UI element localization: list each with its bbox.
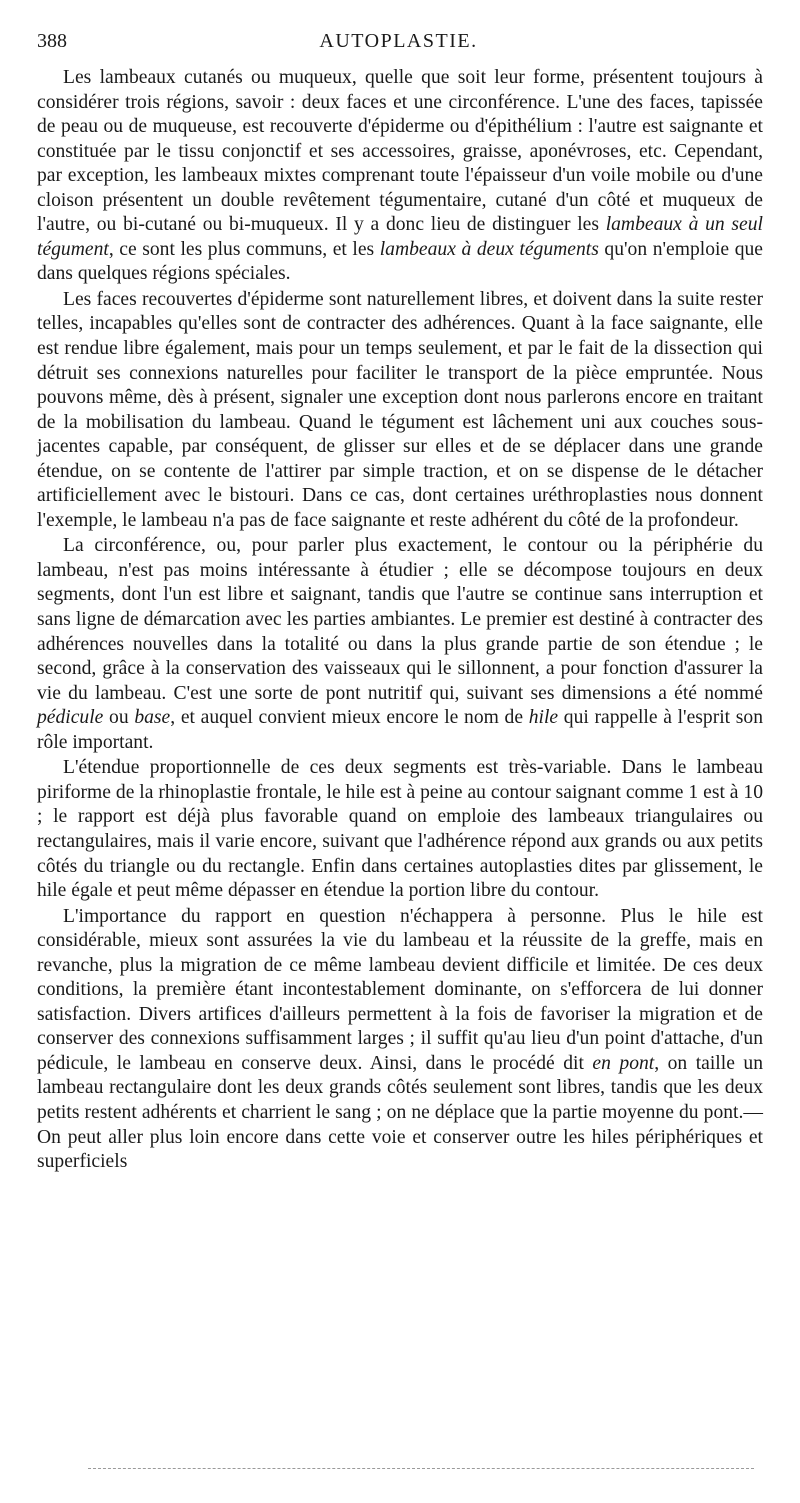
paragraph (37, 756, 763, 903)
body-text (37, 66, 763, 1175)
text-run: , on taille un lambeau rectangulaire dont les deux grands côtés seulement sont libres, tandis que les deux petits restent adhérents et charrient le sang ; on ne déplace que la partie moyenne du pont.—On peut aller plus loin encore dans cette voie et conserver outre les hiles périphériques et superficiels (37, 1052, 763, 1173)
page-number: 388 (37, 30, 67, 52)
text-run: La circonférence, ou, pour parler plus exactement, le contour ou la périphérie du lambeau, n'est pas moins intéressante à étudier ; elle se décompose toujours en deux segments, dont l'un est libre et saignant, tandis que l'autre se continue sans interruption et sans ligne de démarcation avec les parties ambiantes. Le premier est destiné à contracter des adhérences nouvelles dans la totalité ou dans la plus grande partie de son étendue ; le second, grâce à la conservation des vaisseaux qui le sillonnent, a pour fonction d'assurer la vie du lambeau. C'est une sorte de pont nutritif qui, suivant ses dimensions a été nommé (37, 535, 763, 704)
italic-term: hile (528, 707, 559, 729)
paragraph (37, 66, 763, 287)
paragraph (37, 905, 763, 1175)
text-run: qu'on n'emploie que dans quelques régions spéciales. (37, 238, 763, 285)
text-run: ou (103, 707, 135, 729)
italic-term: pédicule (37, 707, 104, 729)
text-run: Les lambeaux cutanés ou muqueux, quelle que soit leur forme, présentent toujours à considérer trois régions, savoir : deux faces et une circonférence. L'une des faces, tapissée de peau ou de muqueuse, est recouverte d'épiderme ou d'épithélium : l'autre est saignante et constituée par le tissu conjonctif et ses accessoires, graisse, aponévroses, etc. Cependant, par exception, les lambeaux mixtes comprenant toute l'épaisseur d'un voile mobile ou d'une cloison présentent un double revêtement tégumentaire, cutané d'un côté et muqueux de l'autre, ou bi-cutané ou bi-muqueux. Il y a donc lieu de distinguer les (37, 67, 763, 236)
footer-divider (88, 1468, 754, 1469)
page-header (37, 30, 760, 58)
italic-term: en pont (592, 1052, 655, 1074)
paragraph (37, 288, 763, 533)
running-title: AUTOPLASTIE. (319, 30, 478, 52)
text-run: L'étendue proportionnelle de ces deux segments est très-variable. Dans le lambeau piriforme de la rhinoplastie frontale, le hile est à peine au contour saignant comme 1 est à 10 ; le rapport est déjà plus favorable quand on emploie des lambeaux triangulaires ou rectangulaires, mais il varie encore, suivant que l'adhérence répond aux grands ou aux petits côtés du triangle ou du rectangle. Enfin dans certaines autoplasties dites par glissement, le hile égale et peut même dépasser en étendue la portion libre du contour. (37, 757, 763, 902)
text-run: Les faces recouvertes d'épiderme sont naturellement libres, et doivent dans la suite rester telles, incapables qu'elles sont de contracter des adhérences. Quant à la face saignante, elle est rendue libre également, mais pour un temps seulement, et par le fait de la dissection qui détruit ses connexions naturelles pour faciliter le transport de la pièce empruntée. Nous pouvons même, dès à présent, signaler une exception dont nous parlerons encore en traitant de la mobilisation du lambeau. Quand le tégument est lâchement uni aux couches sous-jacentes capable, par conséquent, de glisser sur elles et de se déplacer dans une grande étendue, on se contente de l'attirer par simple traction, et on se dispense de le détacher artificiellement avec le bistouri. Dans ce cas, dont certaines uréthroplasties nous donnent l'exemple, le lambeau n'a pas de face saignante et reste adhérent du côté de la profondeur. (37, 288, 763, 531)
text-run: qui rappelle à l'esprit son rôle important. (37, 707, 764, 753)
text-run: , ce sont les plus communs, et les (108, 238, 380, 260)
text-run: , et auquel convient mieux encore le nom de (170, 707, 529, 729)
text-run: L'importance du rapport en question n'échappera à personne. Plus le hile est considérable, mieux sont assurées la vie du lambeau et la réussite de la greffe, mais en revanche, plus la migration de ce même lambeau devient difficile et limitée. De ces deux conditions, la première étant incontestablement dominante, on s'efforcera de lui donner satisfaction. Divers artifices d'ailleurs permettent à la fois de favoriser la migration et de conserver des connexions suffisamment larges ; il suffit qu'au lieu d'un point d'attache, d'un pédicule, le lambeau en conserve deux. Ainsi, dans le procédé dit (37, 905, 763, 1074)
italic-term: base (134, 707, 171, 729)
italic-term: lambeaux à deux téguments (379, 238, 599, 260)
italic-term: lambeaux à un seul tégument (37, 214, 763, 260)
paragraph (37, 534, 763, 755)
